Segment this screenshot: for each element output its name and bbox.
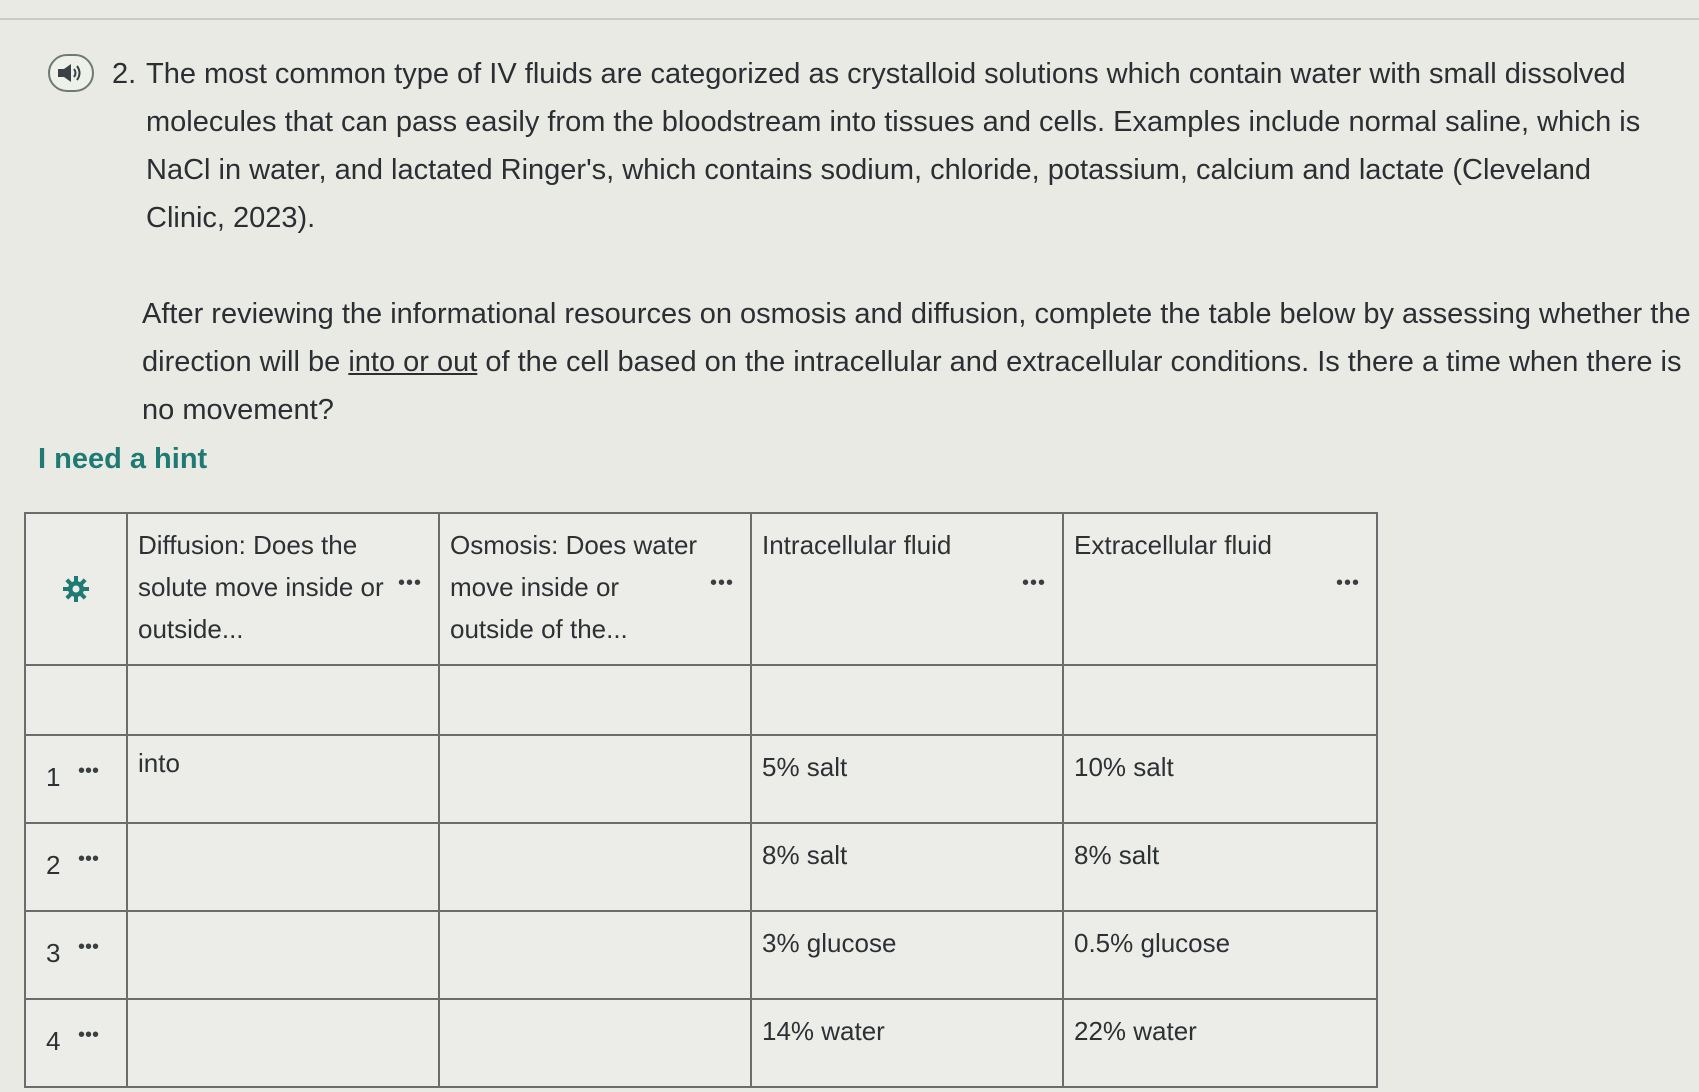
more-icon[interactable]: •••	[78, 760, 100, 782]
row-number[interactable]	[25, 735, 127, 823]
paragraph-2-end: of the cell based on the intracellular and extracellular conditions. Is there a time when there is no movement?	[142, 346, 1682, 426]
cell-diffusion[interactable]	[127, 911, 439, 999]
cell-osmosis[interactable]	[439, 735, 751, 823]
cell-intracellular-value: 14% water	[762, 1016, 885, 1046]
header-diffusion-label: Diffusion: Does the solute move inside or outside...	[138, 530, 384, 644]
cell-diffusion[interactable]	[127, 823, 439, 911]
row-number[interactable]	[25, 999, 127, 1087]
row-number-label: 3	[46, 938, 61, 968]
cell-osmosis-value	[440, 824, 750, 840]
question-paragraph-2	[142, 290, 1699, 434]
row-number-label: 1	[46, 762, 61, 792]
cell-intracellular-value: 3% glucose	[762, 928, 897, 958]
settings-cell[interactable]	[25, 513, 127, 665]
header-extracellular[interactable]	[1063, 513, 1377, 665]
cell-intracellular[interactable]	[751, 735, 1063, 823]
cell-diffusion-value: into	[138, 748, 180, 778]
cell-extracellular-value: 22% water	[1074, 1016, 1197, 1046]
table-row	[25, 999, 1377, 1087]
more-icon[interactable]: •••	[397, 572, 422, 594]
more-icon[interactable]: •••	[1021, 572, 1046, 594]
cell-osmosis[interactable]	[439, 823, 751, 911]
cell-extracellular[interactable]	[1063, 999, 1377, 1087]
row-number-blank	[25, 665, 127, 735]
cell-extracellular-value: 0.5% glucose	[1074, 928, 1231, 958]
cell-blank-extracellular[interactable]	[1063, 665, 1377, 735]
cell-intracellular-value: 5% salt	[762, 752, 848, 782]
cell-extracellular-value: 8% salt	[1074, 840, 1160, 870]
header-row	[25, 513, 1377, 665]
cell-diffusion[interactable]	[127, 735, 439, 823]
question-number: 2.	[112, 58, 137, 90]
header-osmosis-label: Osmosis: Does water move inside or outside of the...	[450, 530, 698, 644]
header-intracellular[interactable]	[751, 513, 1063, 665]
cell-osmosis-value	[440, 736, 750, 752]
cell-intracellular[interactable]	[751, 999, 1063, 1087]
gear-icon[interactable]	[62, 575, 90, 603]
table-row	[25, 735, 1377, 823]
table-row-blank	[25, 665, 1377, 735]
cell-intracellular-value: 8% salt	[762, 840, 848, 870]
cell-extracellular-value: 10% salt	[1074, 752, 1174, 782]
cell-osmosis-value	[440, 1000, 750, 1016]
more-icon[interactable]: •••	[709, 572, 734, 594]
more-icon[interactable]: •••	[78, 848, 100, 870]
cell-diffusion-value	[128, 1000, 438, 1012]
header-osmosis[interactable]	[439, 513, 751, 665]
cell-diffusion-value	[128, 824, 438, 836]
row-number-label: 4	[46, 1026, 61, 1056]
cell-blank-diffusion[interactable]	[127, 665, 439, 735]
cell-intracellular[interactable]	[751, 911, 1063, 999]
top-divider	[0, 18, 1699, 20]
cell-osmosis[interactable]	[439, 999, 751, 1087]
header-intracellular-label: Intracellular fluid	[762, 530, 952, 560]
more-icon[interactable]: •••	[78, 936, 100, 958]
table-row	[25, 823, 1377, 911]
cell-diffusion[interactable]	[127, 999, 439, 1087]
cell-extracellular[interactable]	[1063, 823, 1377, 911]
answer-table	[24, 512, 1378, 1088]
header-extracellular-label: Extracellular fluid	[1074, 530, 1272, 560]
cell-blank-osmosis[interactable]	[439, 665, 751, 735]
cell-osmosis-value	[440, 912, 750, 928]
row-number[interactable]	[25, 823, 127, 911]
table-row	[25, 911, 1377, 999]
row-number[interactable]	[25, 911, 127, 999]
question-paragraph-1: The most common type of IV fluids are categorized as crystalloid solutions which contain water with small dissolved molecules that can pass easily from the bloodstream into tissues and cells. Examples include normal saline, which is NaCl in water, and lactated Ringer's, which contains sodium, chloride, potassium, calcium and lactate (Cleveland Clinic, 2023).	[146, 58, 1641, 234]
paragraph-2-start: After reviewing the informational resources on osmosis and diffusion, complete the table below by assessing whether the direction will be	[142, 298, 1691, 378]
hint-link[interactable]: I need a hint	[38, 443, 208, 475]
row-number-label: 2	[46, 850, 61, 880]
header-diffusion[interactable]	[127, 513, 439, 665]
cell-osmosis[interactable]	[439, 911, 751, 999]
more-icon[interactable]: •••	[1335, 572, 1360, 594]
more-icon[interactable]: •••	[78, 1024, 100, 1046]
cell-extracellular[interactable]	[1063, 735, 1377, 823]
speaker-icon[interactable]	[48, 54, 94, 92]
cell-diffusion-value	[128, 912, 438, 924]
paragraph-2-emphasis: into or out	[348, 346, 478, 378]
cell-intracellular[interactable]	[751, 823, 1063, 911]
cell-blank-intracellular[interactable]	[751, 665, 1063, 735]
cell-extracellular[interactable]	[1063, 911, 1377, 999]
